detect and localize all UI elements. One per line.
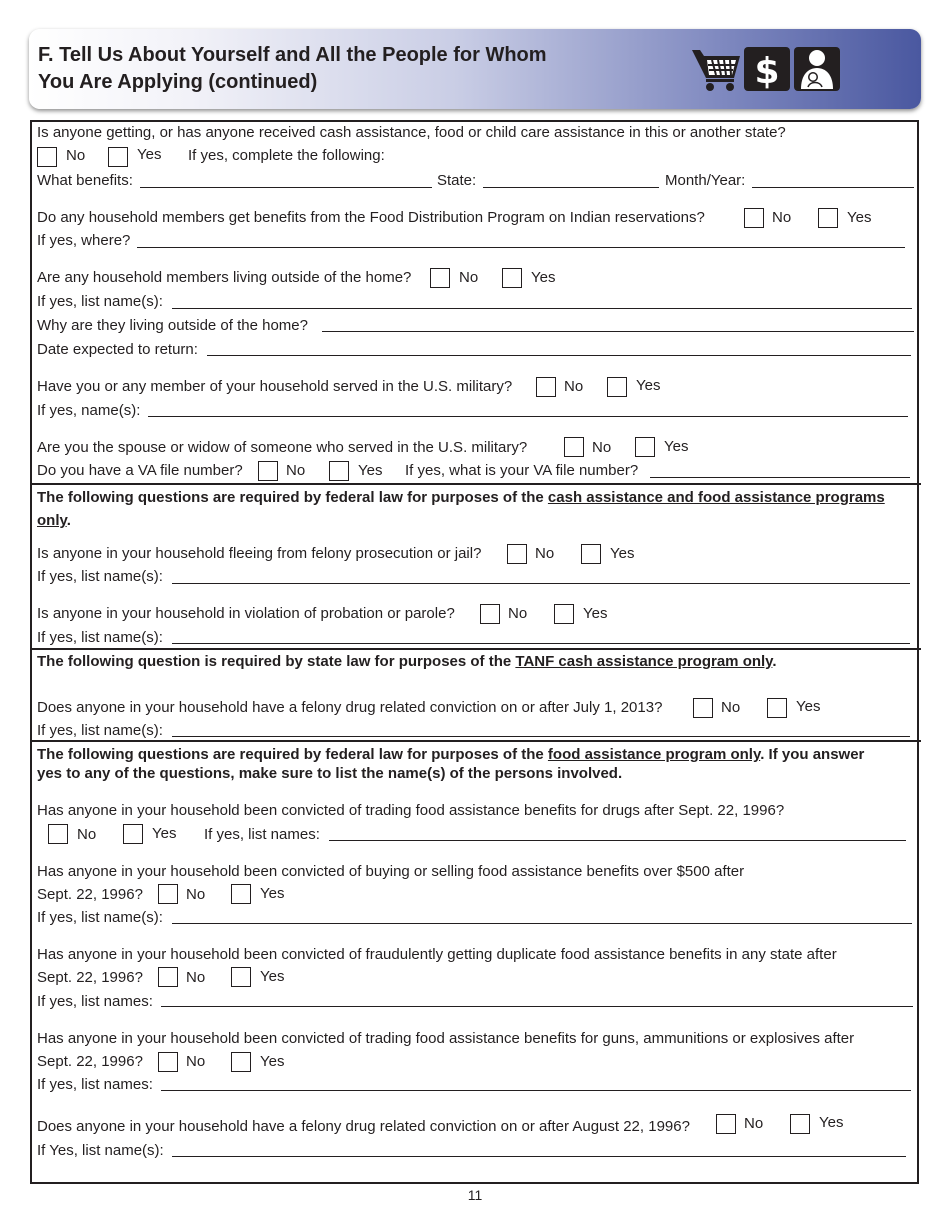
q4-text: Have you or any member of your household served in the U.S. military?: [37, 378, 513, 395]
q1-no-checkbox[interactable]: [37, 147, 57, 167]
q8-text: Does anyone in your household have a felony drug related conviction on or after July 1, 2013?: [37, 699, 663, 716]
q8-no-checkbox[interactable]: [693, 698, 713, 718]
q3-no-checkbox[interactable]: [430, 268, 450, 288]
q5-yes-label: Yes: [664, 438, 689, 455]
q5-va-yes-label: Yes: [358, 462, 383, 479]
section-divider: [30, 648, 921, 650]
q2-text: Do any household members get benefits from the Food Distribution Program on Indian reservations?: [37, 209, 705, 226]
section-heading-text: .: [66, 512, 71, 529]
q4-no-label: No: [564, 378, 584, 395]
q5-no-label: No: [592, 439, 612, 456]
q8-yes-label: Yes: [796, 698, 821, 715]
q5-no-checkbox[interactable]: [564, 437, 584, 457]
section-heading-emphasis: food assistance program only: [547, 746, 761, 763]
page-number: 11: [467, 1187, 483, 1203]
q5-va-text: Do you have a VA file number?: [37, 462, 243, 479]
section-heading-emphasis: TANF cash assistance program only: [515, 653, 773, 670]
section-title: [38, 42, 547, 96]
q5-vanum-field[interactable]: [650, 477, 910, 478]
q13-names-label: If Yes, list name(s):: [37, 1142, 164, 1159]
q2-no-label: No: [772, 209, 792, 226]
q11-no-checkbox[interactable]: [158, 967, 178, 987]
q13-yes-checkbox[interactable]: [790, 1114, 810, 1134]
q2-no-checkbox[interactable]: [744, 208, 764, 228]
q5-text: Are you the spouse or widow of someone who served in the U.S. military?: [37, 439, 528, 456]
q3-date-label: Date expected to return:: [37, 341, 198, 358]
q5-va-no-label: No: [286, 462, 306, 479]
q12-no-checkbox[interactable]: [158, 1052, 178, 1072]
q3-why-label: Why are they living outside of the home?: [37, 317, 308, 334]
q1-yes-checkbox[interactable]: [108, 147, 128, 167]
q7-no-checkbox[interactable]: [480, 604, 500, 624]
q13-no-checkbox[interactable]: [716, 1114, 736, 1134]
q2-where-field[interactable]: [137, 247, 905, 248]
q1-no-label: No: [66, 147, 86, 164]
q9-yes-label: Yes: [152, 825, 177, 842]
q3-no-label: No: [459, 269, 479, 286]
section-heading-text: . If you answer: [760, 746, 865, 763]
q3-yes-checkbox[interactable]: [502, 268, 522, 288]
q2-yes-label: Yes: [847, 209, 872, 226]
section-title-line1: F. Tell Us About Yourself and All the People for Whom: [38, 44, 547, 66]
shopping-cart-icon: [690, 46, 742, 92]
q12-yes-checkbox[interactable]: [231, 1052, 251, 1072]
q11-text: Has anyone in your household been convicted of fraudulently getting duplicate food assistance benefits in any state after: [37, 946, 837, 963]
q4-names-field[interactable]: [148, 416, 908, 417]
section-tanf-heading: [37, 653, 777, 671]
q8-no-label: No: [721, 699, 741, 716]
q5-yes-checkbox[interactable]: [635, 437, 655, 457]
section-heading-text: .: [772, 653, 777, 670]
q10-no-label: No: [186, 886, 206, 903]
q13-no-label: No: [744, 1115, 764, 1132]
dollar-sign-icon: [744, 47, 790, 91]
q10-yes-label: Yes: [260, 885, 285, 902]
q11-names-label: If yes, list names:: [37, 993, 153, 1010]
section-heading-emphasis: cash assistance and food assistance programs: [547, 489, 885, 506]
q8-names-label: If yes, list name(s):: [37, 722, 163, 739]
q11-yes-label: Yes: [260, 968, 285, 985]
q10-names-field[interactable]: [172, 923, 912, 924]
q5-va-yes-checkbox[interactable]: [329, 461, 349, 481]
q11-names-field[interactable]: [161, 1006, 913, 1007]
q1-ifyes-text: If yes, complete the following:: [188, 147, 385, 164]
section-divider: [30, 740, 921, 742]
q7-yes-checkbox[interactable]: [554, 604, 574, 624]
q13-names-field[interactable]: [172, 1156, 906, 1157]
q5-vanum-label: If yes, what is your VA file number?: [405, 462, 639, 479]
q10-yes-checkbox[interactable]: [231, 884, 251, 904]
q1-yes-label: Yes: [137, 146, 162, 163]
q3-date-field[interactable]: [207, 355, 911, 356]
q3-names-field[interactable]: [172, 308, 912, 309]
q11-yes-checkbox[interactable]: [231, 967, 251, 987]
svg-text:$: $: [754, 51, 780, 91]
q6-names-field[interactable]: [172, 583, 910, 584]
q12-names-field[interactable]: [161, 1090, 911, 1091]
q11-date: Sept. 22, 1996?: [37, 969, 143, 986]
q8-names-field[interactable]: [172, 736, 910, 737]
q7-names-field[interactable]: [172, 643, 910, 644]
q5-va-no-checkbox[interactable]: [258, 461, 278, 481]
q3-yes-label: Yes: [531, 269, 556, 286]
section-title-line2: You Are Applying (continued): [38, 71, 318, 93]
q7-yes-label: Yes: [583, 605, 608, 622]
q9-names-field[interactable]: [329, 840, 906, 841]
q12-yes-label: Yes: [260, 1053, 285, 1070]
q6-names-label: If yes, list name(s):: [37, 568, 163, 585]
q9-no-label: No: [77, 826, 97, 843]
q1-month-label: Month/Year:: [665, 172, 746, 189]
q13-yes-label: Yes: [819, 1114, 844, 1131]
section-divider: [30, 483, 921, 485]
q10-text: Has anyone in your household been convicted of buying or selling food assistance benefits over $500 after: [37, 863, 745, 880]
section-heading-text: The following questions are required by federal law for purposes of the: [37, 746, 548, 763]
q12-no-label: No: [186, 1053, 206, 1070]
q11-no-label: No: [186, 969, 206, 986]
q12-text: Has anyone in your household been convicted of trading food assistance benefits for guns, ammunitions or explosives after: [37, 1030, 855, 1047]
q3-text: Are any household members living outside of the home?: [37, 269, 412, 286]
section-heading-emphasis: only: [37, 512, 67, 529]
section-food-heading-line2: yes to any of the questions, make sure to list the name(s) of the persons involved.: [37, 765, 623, 782]
q9-names-label: If yes, list names:: [204, 826, 320, 843]
section-heading-text: The following questions are required by federal law for purposes of the: [37, 489, 548, 506]
q9-yes-checkbox[interactable]: [123, 824, 143, 844]
q6-no-checkbox[interactable]: [507, 544, 527, 564]
q1-state-label: State:: [437, 172, 477, 189]
q1-what-label: What benefits:: [37, 172, 133, 189]
q1-what-field[interactable]: [140, 187, 432, 188]
q4-yes-label: Yes: [636, 377, 661, 394]
q6-yes-checkbox[interactable]: [581, 544, 601, 564]
q9-text: Has anyone in your household been convicted of trading food assistance benefits for drugs after Sept. 22, 1996?: [37, 802, 785, 819]
section-heading-text: The following question is required by state law for purposes of the: [37, 653, 516, 670]
q7-no-label: No: [508, 605, 528, 622]
q10-date: Sept. 22, 1996?: [37, 886, 143, 903]
q8-yes-checkbox[interactable]: [767, 698, 787, 718]
q1-month-field[interactable]: [752, 187, 914, 188]
q9-no-checkbox[interactable]: [48, 824, 68, 844]
q12-names-label: If yes, list names:: [37, 1076, 153, 1093]
q6-no-label: No: [535, 545, 555, 562]
q1-text: Is anyone getting, or has anyone received cash assistance, food or child care assistance in this or another state?: [37, 124, 786, 141]
parent-child-icon: [794, 47, 840, 91]
section-food-heading: [37, 746, 864, 764]
q7-names-label: If yes, list name(s):: [37, 629, 163, 646]
q6-yes-label: Yes: [610, 545, 635, 562]
section-cash-food-heading-line2: [37, 512, 71, 530]
q12-date: Sept. 22, 1996?: [37, 1053, 143, 1070]
q6-text: Is anyone in your household fleeing from felony prosecution or jail?: [37, 545, 482, 562]
q13-text: Does anyone in your household have a felony drug related conviction on or after August 22, 1996?: [37, 1118, 690, 1135]
q7-text: Is anyone in your household in violation of probation or parole?: [37, 605, 455, 622]
q4-names-label: If yes, name(s):: [37, 402, 141, 419]
q1-state-field[interactable]: [483, 187, 659, 188]
q2-yes-checkbox[interactable]: [818, 208, 838, 228]
q10-names-label: If yes, list name(s):: [37, 909, 163, 926]
q2-where-label: If yes, where?: [37, 232, 131, 249]
q4-yes-checkbox[interactable]: [607, 377, 627, 397]
section-cash-food-heading: [37, 489, 885, 507]
q3-why-field[interactable]: [322, 331, 914, 332]
q4-no-checkbox[interactable]: [536, 377, 556, 397]
q3-names-label: If yes, list name(s):: [37, 293, 163, 310]
q10-no-checkbox[interactable]: [158, 884, 178, 904]
